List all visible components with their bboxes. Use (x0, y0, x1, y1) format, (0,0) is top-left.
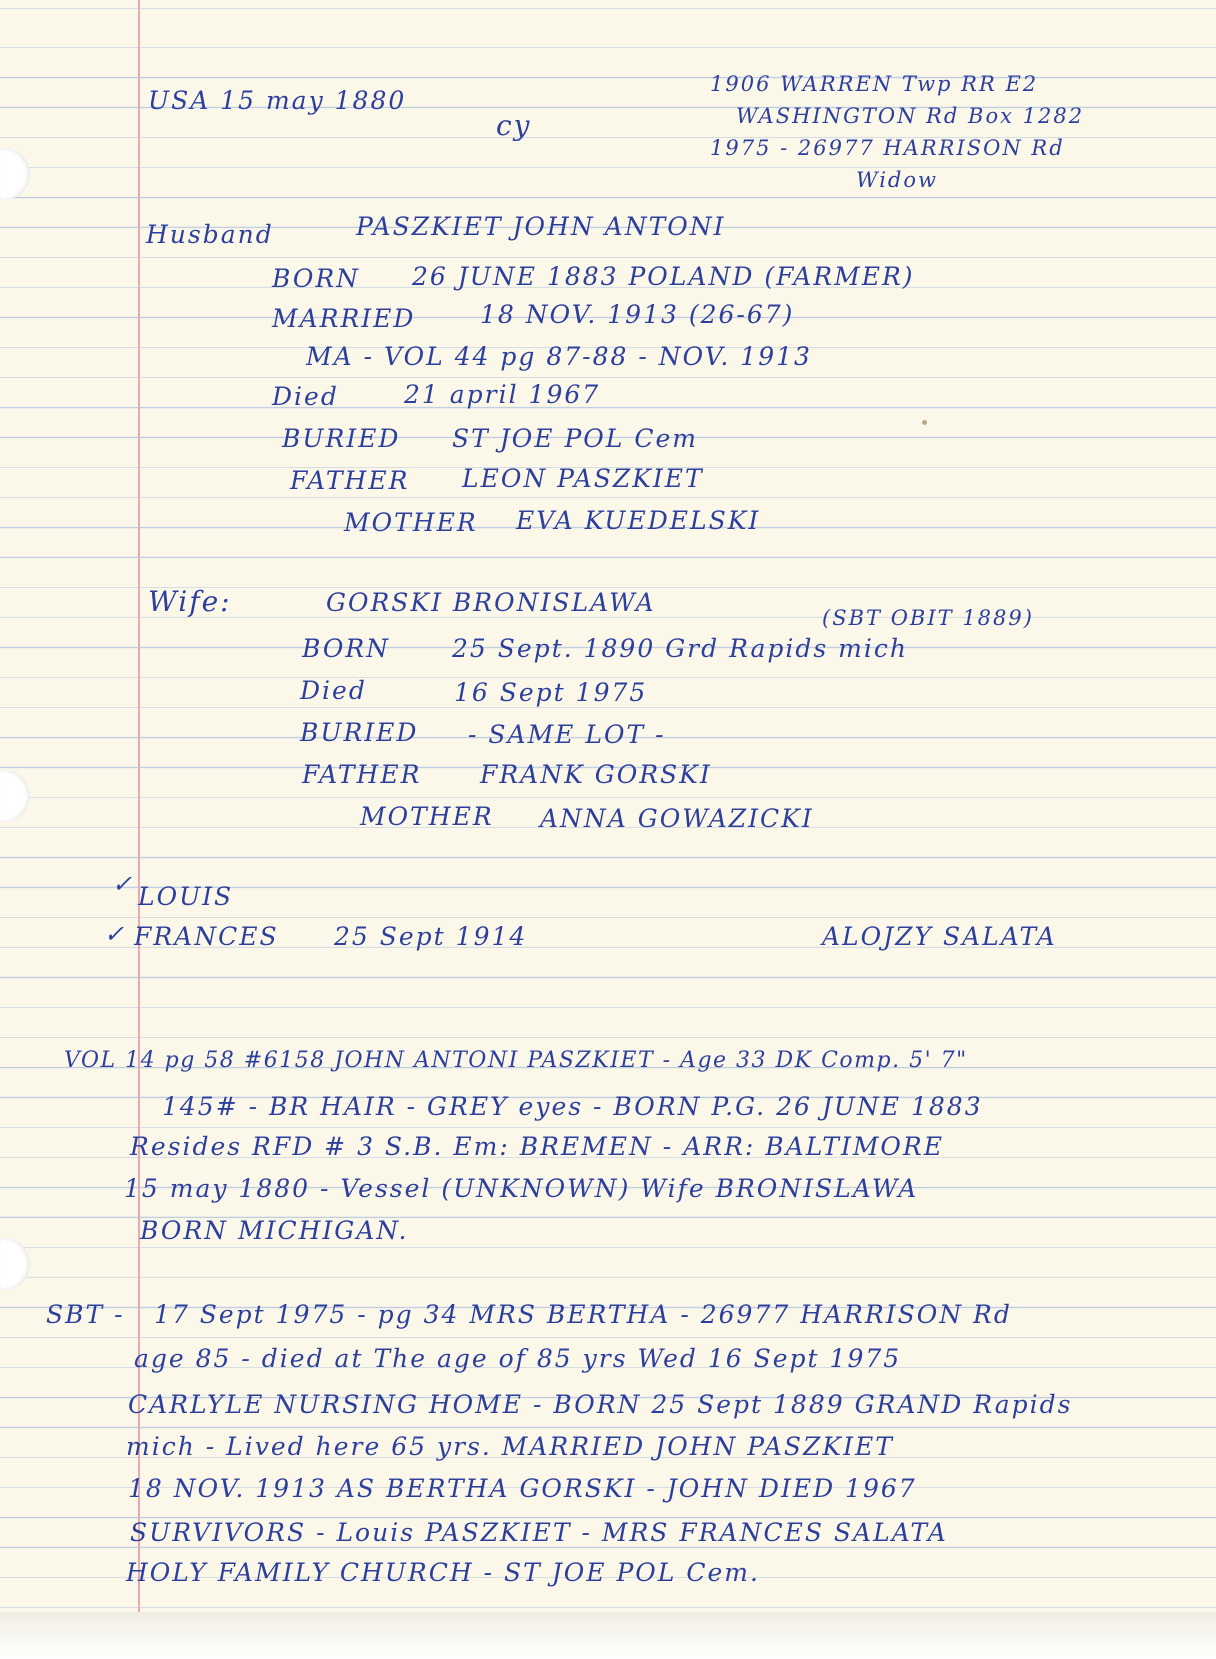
husband-died-label: Died (272, 382, 339, 411)
naturalization-line-4: 15 may 1880 - Vessel (UNKNOWN) Wife BRONISLAWA (124, 1174, 919, 1203)
wife-died-label: Died (300, 676, 367, 705)
obituary-line-3: CARLYLE NURSING HOME - BORN 25 Sept 1889 GRAND Rapids (128, 1390, 1073, 1419)
husband-married-value: 18 NOV. 1913 (26-67) (480, 300, 795, 329)
husband-born-label: BORN (272, 264, 361, 293)
husband-buried-label: BURIED (282, 424, 401, 453)
child-1-name: LOUIS (138, 882, 234, 911)
husband-died-value: 21 april 1967 (404, 380, 601, 409)
wife-father-label: FATHER (302, 760, 422, 789)
sheet-bottom-edge (0, 1612, 1216, 1659)
wife-name: GORSKI BRONISLAWA (326, 588, 656, 617)
child-2-birth-date: 25 Sept 1914 (334, 922, 528, 951)
wife-obit-note: (SBT OBIT 1889) (822, 606, 1034, 630)
obituary-line-4: mich - Lived here 65 yrs. MARRIED JOHN PASZKIET (126, 1432, 894, 1461)
wife-mother-value: ANNA GOWAZICKI (540, 804, 814, 833)
child-2-checkmark: ✓ (104, 920, 127, 948)
header-left-date: USA 15 may 1880 (148, 86, 407, 115)
naturalization-line-1: VOL 14 pg 58 #6158 JOHN ANTONI PASZKIET - Age 33 DK Comp. 5' 7" (64, 1048, 968, 1073)
wife-died-value: 16 Sept 1975 (454, 678, 648, 707)
child-1-checkmark: ✓ (112, 870, 135, 898)
wife-mother-label: MOTHER (360, 802, 494, 831)
husband-father-label: FATHER (290, 466, 410, 495)
header-mark: cy (496, 109, 532, 142)
husband-name: PASZKIET JOHN ANTONI (356, 212, 726, 241)
wife-born-label: BORN (302, 634, 391, 663)
husband-born-value: 26 JUNE 1883 POLAND (FARMER) (412, 262, 915, 291)
punch-hole-middle (0, 770, 30, 822)
obituary-line-6: SURVIVORS - Louis PASZKIET - MRS FRANCES SALATA (130, 1518, 948, 1547)
wife-buried-label: BURIED (300, 718, 419, 747)
wife-buried-value: - SAME LOT - (468, 720, 666, 749)
obituary-line-5: 18 NOV. 1913 AS BERTHA GORSKI - JOHN DIED 1967 (128, 1474, 917, 1503)
address-line-3: 1975 - 26977 HARRISON Rd (710, 136, 1065, 160)
obituary-line-1: 17 Sept 1975 - pg 34 MRS BERTHA - 26977 HARRISON Rd (154, 1300, 1012, 1329)
husband-ma-record: MA - VOL 44 pg 87-88 - NOV. 1913 (306, 342, 812, 371)
obituary-line-2: age 85 - died at The age of 85 yrs Wed 16 Sept 1975 (134, 1344, 902, 1373)
punch-hole-top (0, 148, 30, 200)
wife-born-value: 25 Sept. 1890 Grd Rapids mich (452, 634, 908, 663)
address-line-4: Widow (856, 168, 938, 192)
husband-label: Husband (146, 220, 274, 249)
naturalization-line-2: 145# - BR HAIR - GREY eyes - BORN P.G. 26 JUNE 1883 (162, 1092, 983, 1121)
obituary-prefix: SBT - (46, 1300, 125, 1329)
child-2-name: FRANCES (134, 922, 279, 951)
husband-father-value: LEON PASZKIET (462, 464, 704, 493)
husband-mother-value: EVA KUEDELSKI (516, 506, 761, 535)
naturalization-line-3: Resides RFD # 3 S.B. Em: BREMEN - ARR: BALTIMORE (130, 1132, 944, 1161)
address-line-2: WASHINGTON Rd Box 1282 (736, 104, 1085, 128)
punch-hole-bottom (0, 1238, 30, 1290)
naturalization-line-5: BORN MICHIGAN. (140, 1216, 409, 1245)
address-line-1: 1906 WARREN Twp RR E2 (710, 72, 1039, 96)
paper-spot (922, 420, 927, 425)
wife-label: Wife: (148, 585, 232, 618)
husband-married-label: MARRIED (272, 304, 416, 333)
husband-mother-label: MOTHER (344, 508, 478, 537)
husband-buried-value: ST JOE POL Cem (452, 424, 698, 453)
wife-father-value: FRANK GORSKI (480, 760, 712, 789)
child-2-spouse: ALOJZY SALATA (822, 922, 1057, 951)
obituary-line-7: HOLY FAMILY CHURCH - ST JOE POL Cem. (126, 1558, 760, 1587)
